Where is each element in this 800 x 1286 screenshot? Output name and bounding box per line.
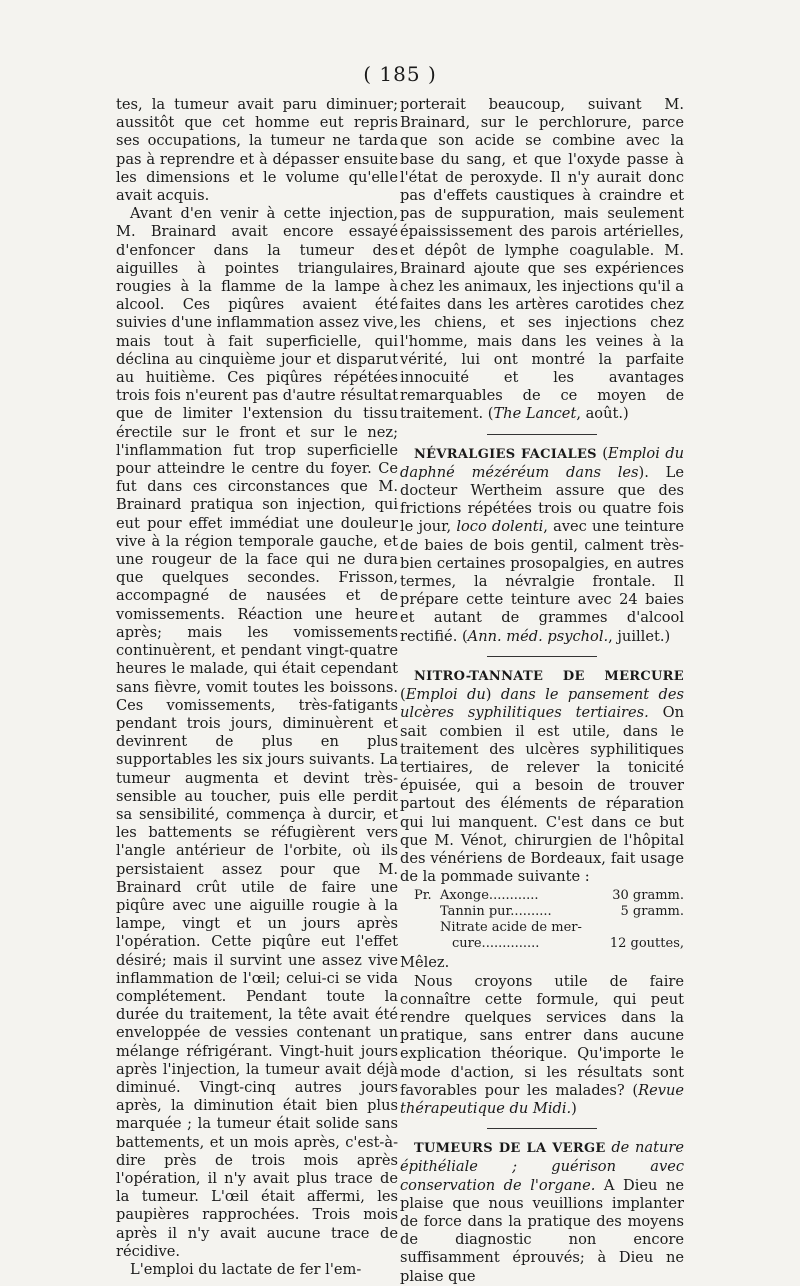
article-subtitle: de nature épithéliale ; guérison avec conservation de l'organe. (400, 1139, 685, 1194)
right-column (400, 96, 684, 1286)
paragraph (400, 973, 684, 1119)
recipe-row (414, 920, 684, 936)
recipe-row (414, 888, 684, 904)
recipe-table (414, 888, 684, 952)
paragraph: porterait beaucoup, suivant M. Brainard, sur le perchlorure, parce que son acide se combine avec la base du sang, et que l'oxyde passe à l'état de peroxyde. Il n'y aurait donc pas d'effets caustiques à craindre et pas de suppuration, mais seulement épaississement des parois artérielles, et dépôt de lymphe coagulable. M. Brainard ajoute que ses expériences chez les animaux, les injections qu'il a faites dans les artères carotides chez les chiens, et ses injections chez l'homme, mais dans les veines à la vérité, lui ont montré la parfaite innocuité et les avantages remarquables de ce moyen de traitement. (The Lancet, août.) (400, 96, 684, 423)
article-heading: NÉVRALGIES FACIALES (414, 446, 597, 462)
latin-phrase: loco dolenti (456, 518, 544, 536)
recipe-qty: 12 gouttes, (609, 936, 684, 952)
section-divider (487, 434, 597, 435)
recipe-item: Axonge............ (440, 888, 539, 904)
recipe-row (414, 904, 684, 920)
recipe-row (414, 936, 684, 952)
paragraph-text: Nous croyons utile de faire connaître cette formule, qui peut rendre quelques services dans la pratique, sans entrer dans aucune explication théorique. Qu'importe le mode d'action, si les résultats sont favorables pour les malades? ( (400, 972, 684, 1099)
article-heading: TUMEURS DE LA VERGE (414, 1141, 606, 1157)
section-divider (487, 1128, 597, 1129)
article-tumeurs (400, 1139, 684, 1286)
recipe-qty: 5 gramm. (620, 904, 684, 920)
paragraph-text: Le docteur Wertheim assure que des frictions répétées trois ou quatre fois le jour, (400, 463, 684, 536)
recipe-prefix: Pr. (414, 888, 432, 904)
article-nitro-tannate: NITRO-TANNATE DE MERCURE (Emploi du) dans le pansement des ulcères syphilitiques tertiaires. On sait combien il est utile, dans le traitement des ulcères syphilitiques tertiaires, de relever la tonicité épuisée, qui a besoin de trouver partout des éléments de réparation qui lui manquent. C'est dans ce but que M. Vénot, chirurgien de l'hôpital des vénériens de Bordeaux, fait usage de la pommade suivante : (400, 668, 684, 886)
recipe-item: cure.............. (452, 936, 540, 952)
article-subtitle: Emploi du (405, 686, 486, 704)
paragraph: tes, la tumeur avait paru diminuer; aussitôt que cet homme eut repris ses occupations, la tumeur ne tarda pas à reprendre et à dépasser ensuite les dimensions et le volume qu'elle avait acquis. (116, 96, 398, 205)
recipe-item: Nitrate acide de mer- (440, 920, 582, 936)
left-column (116, 96, 398, 1279)
article-subtitle: dans le pansement des ulcères syphilitiques tertiaires. (400, 686, 684, 722)
source-tail: , juillet.) (608, 627, 671, 645)
paragraph-text: A Dieu ne plaise que nous veuillions implanter de force dans la pratique des moyens de diagnostic non encore suffisamment éprouvés; à Dieu ne plaise que (400, 1176, 684, 1285)
paragraph-text: , avec une teinture de baies de bois gentil, calment très-bien certaines prosopalgies, en autres termes, la névralgie frontale. Il prépare cette teinture avec 24 baies et autant de grammes d'alcool rectifié. ( (400, 518, 685, 645)
page-number: ( 185 ) (363, 62, 437, 86)
source-tail: ) (571, 1099, 577, 1117)
source-citation: Ann. méd. psychol. (467, 627, 609, 645)
source-tail: , août.) (576, 405, 629, 423)
source-citation: The Lancet (493, 405, 577, 423)
article-neuralgies: NÉVRALGIES FACIALES (Emploi du daphné mézéréum dans les). Le docteur Wertheim assure que des frictions répétées trois ou quatre fois le jour, loco dolenti, avec une teinture de baies de bois gentil, calment très-bien certaines prosopalgies, en autres termes, la névralgie frontale. Il prépare cette teinture avec 24 baies et autant de grammes d'alcool rectifié. (Ann. méd. psychol., juillet.) (400, 444, 685, 645)
paragraph: L'emploi du lactate de fer l'em- (130, 1261, 362, 1278)
article-subtitle: Emploi du daphné mézéréum dans les (400, 444, 684, 481)
paragraph-text: On sait combien il est utile, dans le traitement des ulcères syphilitiques tertiaires, de relever la tonicité épuisée, qui a besoin de trouver partout des éléments de réparation qui lui manquent. C'est dans ce but que M. Vénot, chirurgien de l'hôpital des vénériens de Bordeaux, fait usage de la pommade suivante : (400, 704, 684, 886)
paragraph: Avant d'en venir à cette injection, M. Brainard avait encore essayé d'enfoncer dans la tumeur des aiguilles à pointes triangulaires, rougies à la flamme de la lampe à alcool. Ces piqûres avaient été suivies d'une inflammation assez vive, mais tout à fait superficielle, qui déclina au cinquième jour et disparut au huitième. Ces piqûres répétées trois fois n'eurent pas d'autre résultat que de limiter l'extension du tissu érectile sur le front et sur le nez; l'inflammation fut trop superficielle pour atteindre le centre du foyer. Ce fut dans ces circonstances que M. Brainard pratiqua son injection, qui eut pour effet immédiat une douleur vive à la région temporale gauche, et une rougeur de la face qui ne dura que quelques secondes. Frisson, accompagné de nausées et de vomissements. Réaction une heure après; mais les vomissements continuèrent, et pendant vingt-quatre heures le malade, qui était cependant sans fièvre, vomit toutes les boissons. Ces vomissements, très-fatigants pendant trois jours, diminuèrent et devinrent de plus en plus supportables les six jours suivants. La tumeur augmenta et devint très-sensible au toucher, puis elle perdit sa sensibilité, commença à durcir, et les battements se réfugièrent vers l'angle antérieur de l'orbite, où ils persistaient assez pour que M. Brainard crût utile de faire une piqûre avec une aiguille rougie à la lampe, vingt et un jours après l'opération. Cette piqûre eut l'effet désiré; mais il survint une assez vive inflammation de l'œil; celui-ci se vida complétement. Pendant toute la durée du traitement, la tête avait été enveloppée de vessies contenant un mélange réfrigérant. Vingt-huit jours après l'injection, la tumeur avait déjà diminué. Vingt-cinq autres jours après, la diminution était bien plus marquée ; la tumeur était solide sans battements, et un mois après, c'est-à-dire près de trois mois après l'opération, il n'y avait plus trace de la tumeur. L'œil était affermi, les paupières rapprochées. Trois mois après il n'y avait aucune trace de récidive. (116, 205, 398, 1260)
paragraph-text: porterait beaucoup, suivant M. Brainard, sur le perchlorure, parce que son acide se combine avec la base du sang, et que l'oxyde passe à l'état de peroxyde. Il n'y aurait donc pas d'effets caustiques à craindre et pas de suppuration, mais seulement épaississement des parois artérielles, et dépôt de lymphe coagulable. M. Brainard ajoute que ses expériences chez les animaux, les injections qu'il a faites dans les artères carotides chez les chiens, et ses injections chez l'homme, mais dans les veines à la vérité, lui ont montré la parfaite innocuité et les avantages remarquables de ce moyen de traitement. (400, 96, 684, 423)
source-citation: Revue thérapeutique du Midi. (400, 1081, 684, 1117)
recipe-item: Tannin pur.......... (440, 904, 552, 920)
recipe-qty: 30 gramm. (612, 888, 684, 904)
recipe-instruction: Mêlez. (400, 954, 450, 972)
section-divider (487, 656, 597, 657)
article-heading: NITRO-TANNATE DE MERCURE (414, 668, 684, 684)
recipe-qty (600, 920, 684, 936)
